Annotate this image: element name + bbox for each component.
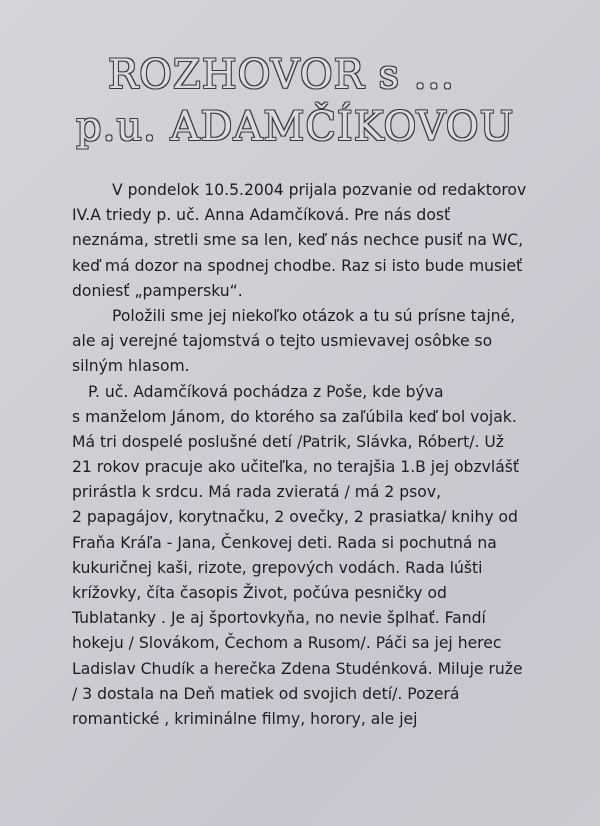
paragraph-line: 21 rokov pracuje ako učiteľka, no terajšia 1.B jej obzvlášť	[72, 458, 519, 477]
paragraph-line: IV.A triedy p. uč. Anna Adamčíková. Pre nás dosť	[72, 206, 451, 225]
title-line-1: ROZHOVOR s ...	[108, 52, 455, 98]
paragraph-line: s manželom Jánom, do ktorého sa zaľúbila keď bol vojak.	[72, 407, 517, 426]
paragraph-line: prirástla k srdcu. Má rada zvieratá / má 2 psov,	[72, 483, 442, 502]
paragraph-line: P. uč. Adamčíková pochádza z Poše, kde býva	[88, 382, 444, 401]
paragraph-line: doniesť „pampersku“.	[72, 281, 243, 300]
paragraph-line: / 3 dostala na Deň matiek od svojich detí/. Pozerá	[72, 684, 460, 703]
article-body	[72, 178, 592, 732]
paragraph-line: hokeju / Slovákom, Čechom a Rusom/. Páči sa jej herec	[72, 634, 502, 653]
paragraph-line: V pondelok 10.5.2004 prijala pozvanie od redaktorov	[112, 181, 527, 199]
paragraph-line: Tublatanky . Je aj športovkyňa, no nevie šplhať. Fandí	[72, 609, 486, 628]
paragraph-line: Ladislav Chudík a herečka Zdena Studénková. Miluje ruže	[72, 659, 523, 678]
paragraph-line: neznáma, stretli sme sa len, keď nás nechce pusiť na WC,	[72, 231, 524, 250]
title-line-2: p.u. ADAMČÍKOVOU	[76, 104, 515, 150]
paragraph-line: krížovky, číta časopis Život, počúva pesničky od	[72, 584, 447, 602]
paragraph-line: keď má dozor na spodnej chodbe. Raz si isto bude musieť	[72, 256, 523, 275]
paragraph-line: Položili sme jej niekoľko otázok a tu sú prísne tajné,	[112, 306, 516, 325]
paragraph-line: Má tri dospelé poslušné detí /Patrik, Slávka, Róbert/. Už	[72, 432, 504, 451]
paragraph-line: kukuričnej kaši, rizote, grepových vodách. Rada lúšti	[72, 558, 483, 577]
paragraph-line: 2 papagájov, korytnačku, 2 ovečky, 2 prasiatka/ knihy od	[72, 508, 518, 527]
paragraph-line: silným hlasom.	[72, 357, 190, 376]
paragraph-line: Fraňa Kráľa - Jana, Čenkovej deti. Rada si pochutná na	[72, 533, 497, 552]
paragraph-line: romantické , kriminálne filmy, horory, ale jej	[72, 709, 418, 728]
paragraph-line: ale aj verejné tajomstvá o tejto usmievavej osôbke so	[72, 332, 493, 351]
